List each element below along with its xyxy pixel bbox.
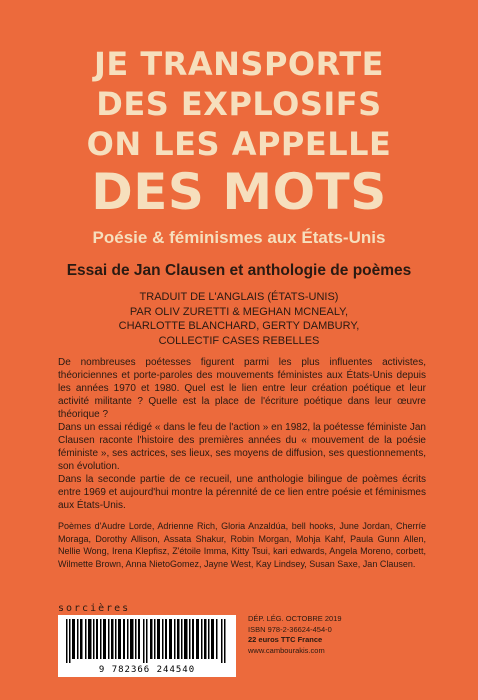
title-line-3: ON LES APPELLE bbox=[86, 125, 392, 163]
publication-info bbox=[248, 614, 342, 656]
publisher-logo: sorcières bbox=[58, 603, 131, 614]
blurb-paragraph-3: Dans la seconde partie de ce recueil, une anthologie bilingue de poèmes écrits entre 1969 et aujourd'hui montre la pérennité de ce lien entre poésie et féminismes aux États-Unis. bbox=[58, 474, 426, 511]
back-cover-blurb bbox=[58, 356, 426, 512]
price: 22 euros TTC France bbox=[248, 635, 323, 644]
title-line-4: DES MOTS bbox=[91, 163, 387, 221]
blurb-paragraph-2: Dans un essai rédigé « dans le feu de l'action » en 1982, la poétesse féministe Jan Clausen raconte l'histoire des premières années du « mouvement de la poésie féministe », ses actrices, ses lieux, ses moyens de diffusion, ses questionnements, son évolution. bbox=[58, 422, 426, 472]
blurb-paragraph-1: De nombreuses poétesses figurent parmi les plus influentes activistes, théoriciennes et porte-paroles des mouvements féministes aux États-Unis depuis les années 1970 et 1980. Quel est le lien entre leur création poétique et leur activité militante ? Quelle est la place de l'écriture poétique dans leur œuvre théorique ? bbox=[58, 357, 426, 420]
title-line-2: DES EXPLOSIFS bbox=[96, 85, 382, 123]
essay-line: Essai de Jan Clausen et anthologie de poèmes bbox=[66, 262, 412, 279]
website: www.cambourakis.com bbox=[248, 645, 325, 655]
credit-line: CHARLOTTE BLANCHARD, GERTY DAMBURY, bbox=[118, 320, 360, 332]
credit-line: COLLECTIF CASES REBELLES bbox=[158, 334, 320, 347]
barcode-icon bbox=[66, 619, 228, 663]
book-title bbox=[0, 44, 478, 220]
title-line-1: JE TRANSPORTE bbox=[93, 45, 384, 83]
translation-credits bbox=[0, 290, 478, 348]
credit-line: TRADUIT DE L'ANGLAIS (ÉTATS-UNIS) bbox=[139, 291, 339, 303]
isbn: ISBN 978-2-36624-454-0 bbox=[248, 624, 332, 634]
subtitle: Poésie & féminismes aux États-Unis bbox=[92, 228, 386, 247]
barcode bbox=[58, 615, 236, 677]
credit-line: PAR OLIV ZURETTI & MEGHAN MCNEALY, bbox=[129, 305, 349, 318]
legal-deposit: DÉP. LÉG. OCTOBRE 2019 bbox=[248, 614, 342, 623]
poets-list: Poèmes d'Audre Lorde, Adrienne Rich, Gloria Anzaldúa, bell hooks, June Jordan, Cherríe Moraga, Dorothy Allison, Assata Shakur, Robin Morgan, Mohja Kahf, Paula Gunn Allen, Nellie Wong, Irena Klepfisz, Z'étoile Imma, Kitty Tsui, kari edwards, Angela Moreno, corbett, Wilmette Brown, Anna NietoGomez, Jayne West, Kay Lindsey, Susan Saxe, Jan Clausen. bbox=[58, 521, 426, 569]
barcode-number: 9 782366 244540 bbox=[98, 665, 196, 675]
